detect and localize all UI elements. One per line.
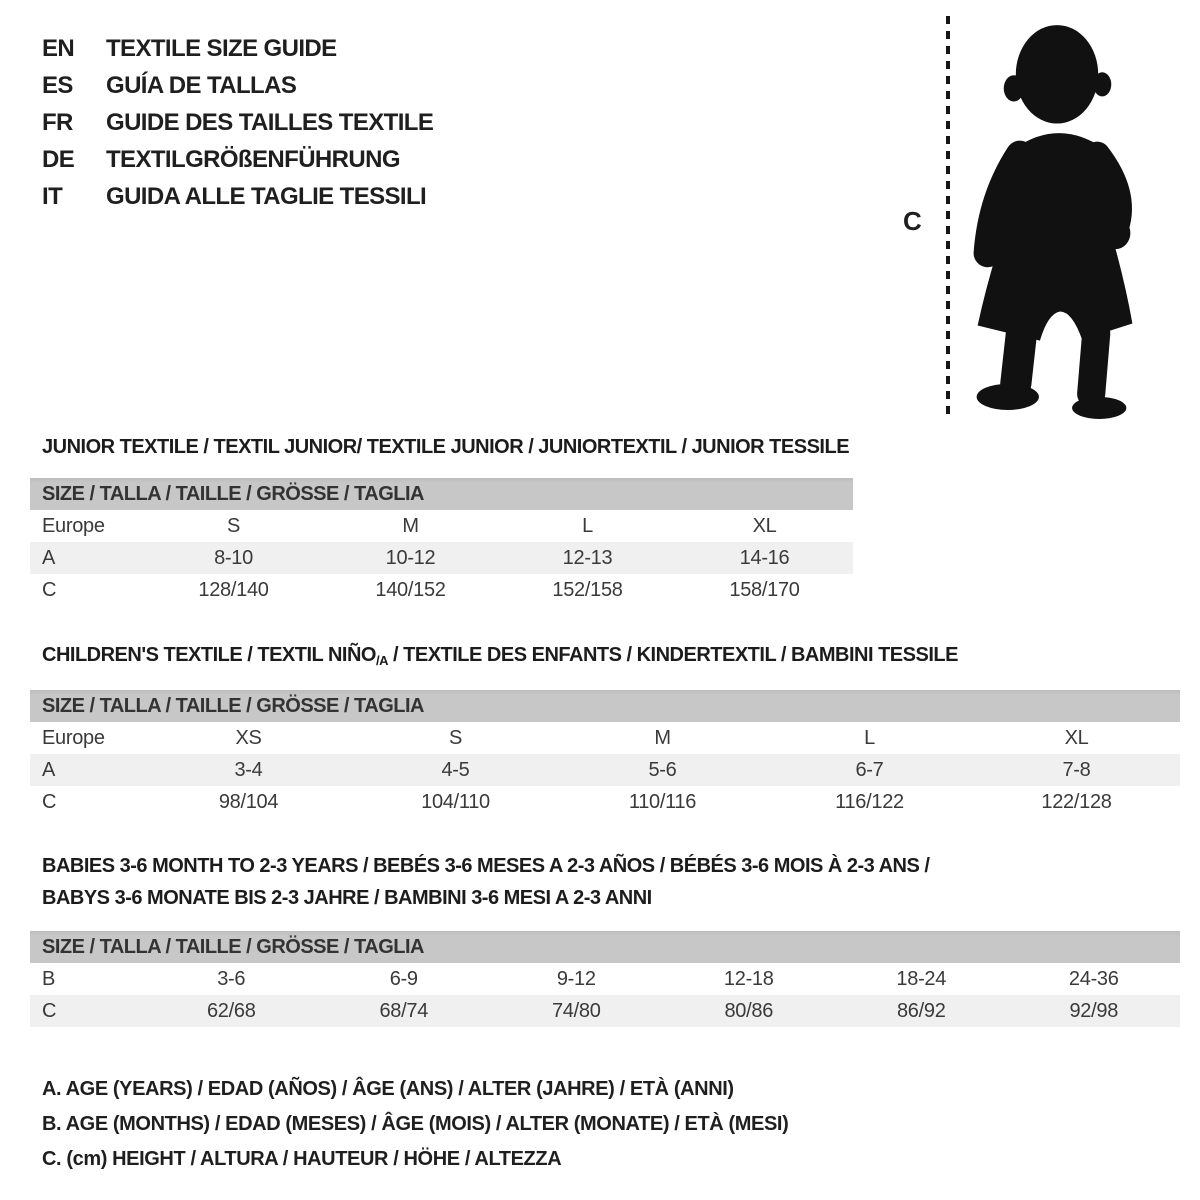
babies-size-table bbox=[30, 931, 1180, 1027]
babies-title-line2: BABYS 3-6 MONATE BIS 2-3 JAHRE / BAMBINI 3-6 MESI A 2-3 ANNI bbox=[42, 887, 652, 909]
junior-table-size-header: SIZE / TALLA / TAILLE / GRÖSSE / TAGLIA bbox=[30, 478, 853, 510]
row-label: Europe bbox=[42, 515, 105, 537]
height-cell: 62/68 bbox=[206, 1000, 256, 1022]
height-cell: 80/86 bbox=[724, 1000, 774, 1022]
age-months-cell: 18-24 bbox=[896, 968, 947, 990]
age-cell: 6-7 bbox=[855, 759, 884, 781]
height-cell: 152/158 bbox=[552, 579, 623, 601]
row-label: Europe bbox=[42, 727, 105, 749]
language-label: GUIDA ALLE TAGLIE TESSILI bbox=[106, 183, 427, 210]
language-code: DE bbox=[42, 146, 75, 173]
age-months-cell: 3-6 bbox=[217, 968, 246, 990]
language-row-de bbox=[42, 141, 433, 178]
height-cell: 68/74 bbox=[379, 1000, 429, 1022]
size-cell: L bbox=[582, 515, 593, 537]
children-table-size-header: SIZE / TALLA / TAILLE / GRÖSSE / TAGLIA bbox=[30, 690, 1180, 722]
table-row bbox=[30, 786, 1180, 818]
age-cell: 10-12 bbox=[385, 547, 436, 569]
babies-section-title bbox=[42, 850, 929, 914]
row-label: A bbox=[42, 759, 56, 781]
table-row bbox=[30, 963, 1180, 995]
age-cell: 12-13 bbox=[562, 547, 613, 569]
age-cell: 7-8 bbox=[1062, 759, 1091, 781]
height-cell: 122/128 bbox=[1041, 791, 1112, 813]
language-label: TEXTILGRÖßENFÜHRUNG bbox=[106, 146, 400, 173]
legend-line-c: C. (cm) HEIGHT / ALTURA / HAUTEUR / HÖHE / ALTEZZA bbox=[42, 1148, 562, 1170]
language-code: EN bbox=[42, 35, 75, 62]
age-cell: 8-10 bbox=[214, 547, 253, 569]
size-cell: XL bbox=[1064, 727, 1089, 749]
size-cell: M bbox=[402, 515, 419, 537]
age-cell: 4-5 bbox=[441, 759, 470, 781]
height-cell: 98/104 bbox=[218, 791, 279, 813]
height-cell: 140/152 bbox=[375, 579, 446, 601]
babies-title-line1: BABIES 3-6 MONTH TO 2-3 YEARS / BEBÉS 3-6 MESES A 2-3 AÑOS / BÉBÉS 3-6 MOIS À 2-3 ANS / bbox=[42, 855, 930, 877]
table-row bbox=[30, 510, 853, 542]
row-label: B bbox=[42, 968, 56, 990]
language-code: FR bbox=[42, 109, 73, 136]
size-cell: S bbox=[448, 727, 463, 749]
age-months-cell: 24-36 bbox=[1068, 968, 1119, 990]
language-code: ES bbox=[42, 72, 73, 99]
row-label: C bbox=[42, 1000, 57, 1022]
row-label: C bbox=[42, 791, 57, 813]
size-cell: L bbox=[864, 727, 875, 749]
language-row-it bbox=[42, 178, 433, 215]
size-cell: S bbox=[226, 515, 241, 537]
language-row-es bbox=[42, 67, 433, 104]
row-label: A bbox=[42, 547, 56, 569]
table-row bbox=[30, 542, 853, 574]
toddler-silhouette-icon bbox=[963, 12, 1145, 420]
table-row bbox=[30, 574, 853, 606]
size-cell: XL bbox=[752, 515, 777, 537]
height-cell: 110/116 bbox=[628, 791, 697, 813]
language-label: GUIDE DES TAILLES TEXTILE bbox=[106, 109, 434, 136]
children-size-table bbox=[30, 690, 1180, 818]
language-label: GUÍA DE TALLAS bbox=[106, 72, 297, 99]
height-dashed-line bbox=[946, 16, 950, 418]
children-title-subscript: /A bbox=[375, 653, 388, 668]
babies-table-size-header: SIZE / TALLA / TAILLE / GRÖSSE / TAGLIA bbox=[30, 931, 1180, 963]
language-row-fr bbox=[42, 104, 433, 141]
age-months-cell: 12-18 bbox=[723, 968, 774, 990]
height-cell: 158/170 bbox=[729, 579, 800, 601]
age-months-cell: 9-12 bbox=[556, 968, 596, 990]
height-cell: 104/110 bbox=[421, 791, 490, 813]
age-cell: 5-6 bbox=[648, 759, 677, 781]
height-cell: 92/98 bbox=[1069, 1000, 1119, 1022]
height-cell: 74/80 bbox=[551, 1000, 601, 1022]
size-cell: XS bbox=[235, 727, 262, 749]
table-row bbox=[30, 754, 1180, 786]
height-cell: 128/140 bbox=[198, 579, 269, 601]
children-title-pre: CHILDREN'S TEXTILE / TEXTIL NIÑO bbox=[42, 644, 376, 666]
junior-section-title: JUNIOR TEXTILE / TEXTIL JUNIOR/ TEXTILE JUNIOR / JUNIORTEXTIL / JUNIOR TESSILE bbox=[42, 436, 850, 458]
row-label: C bbox=[42, 579, 57, 601]
language-label: TEXTILE SIZE GUIDE bbox=[106, 35, 337, 62]
age-cell: 14-16 bbox=[739, 547, 790, 569]
legend-line-a: A. AGE (YEARS) / EDAD (AÑOS) / ÂGE (ANS) / ALTER (JAHRE) / ETÀ (ANNI) bbox=[42, 1078, 734, 1100]
age-cell: 3-4 bbox=[234, 759, 263, 781]
language-code: IT bbox=[42, 183, 63, 210]
height-measure-label: C bbox=[903, 206, 922, 236]
junior-size-table bbox=[30, 478, 853, 606]
table-row bbox=[30, 722, 1180, 754]
children-section-title bbox=[42, 644, 958, 668]
measurement-legend bbox=[42, 1072, 788, 1177]
size-cell: M bbox=[654, 727, 671, 749]
height-cell: 86/92 bbox=[896, 1000, 946, 1022]
language-row-en bbox=[42, 30, 433, 67]
legend-line-b: B. AGE (MONTHS) / EDAD (MESES) / ÂGE (MOIS) / ALTER (MONATE) / ETÀ (MESI) bbox=[42, 1113, 789, 1135]
language-list bbox=[42, 30, 433, 215]
age-months-cell: 6-9 bbox=[389, 968, 418, 990]
table-row bbox=[30, 995, 1180, 1027]
height-cell: 116/122 bbox=[835, 791, 904, 813]
children-title-post: / TEXTILE DES ENFANTS / KINDERTEXTIL / BAMBINI TESSILE bbox=[387, 644, 958, 666]
